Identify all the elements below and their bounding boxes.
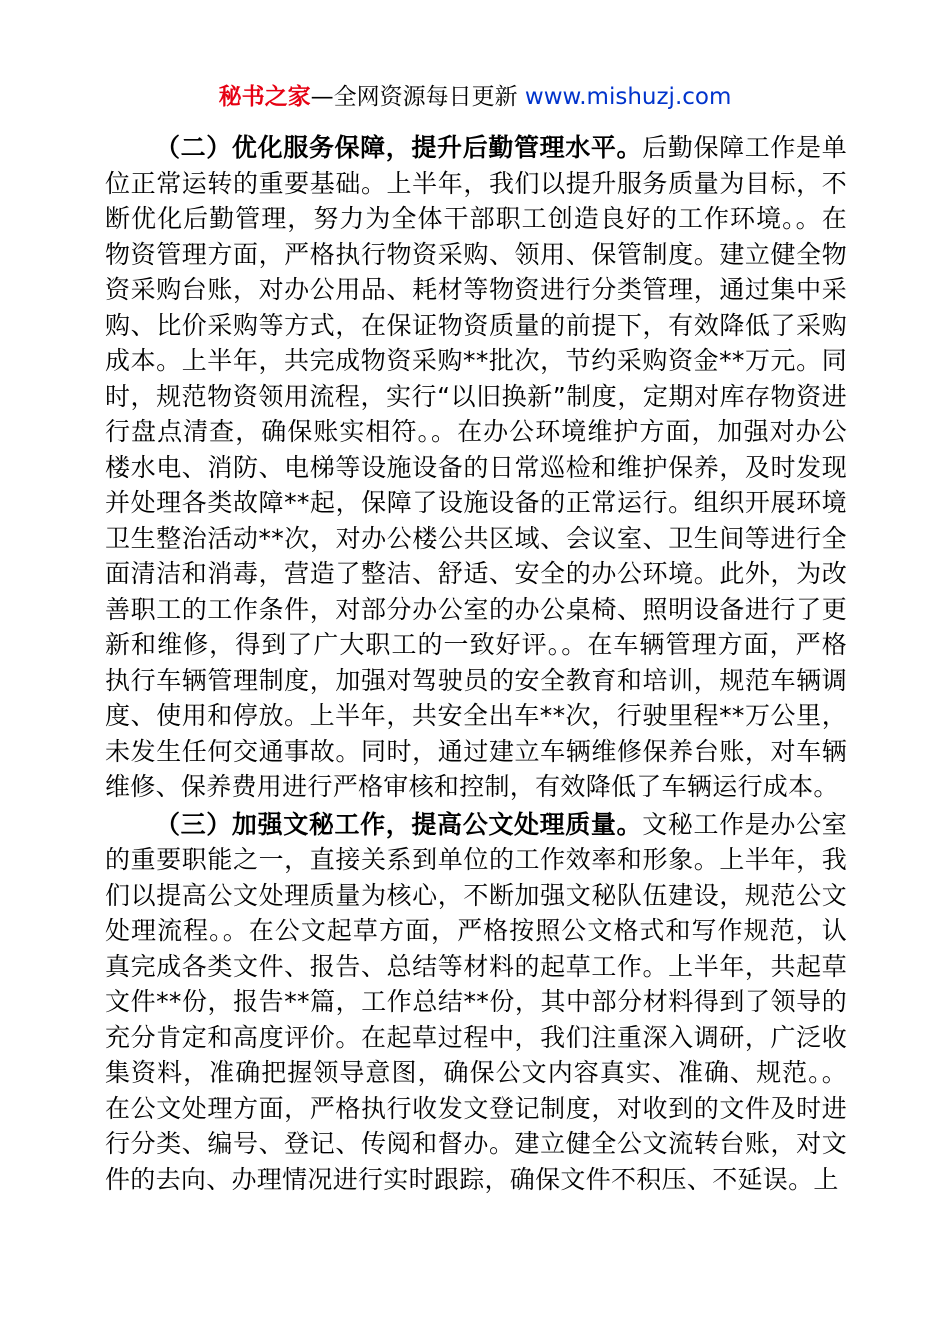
paragraph-heading: （三）加强文秘工作，提高公文处理质量。 [155, 809, 643, 839]
header-slogan: —全网资源每日更新 [310, 84, 525, 110]
header-site-url[interactable]: www.mishuzj.com [524, 84, 732, 110]
paragraph-logistics [105, 130, 847, 805]
paragraph-heading: （二）优化服务保障，提升后勤管理水平。 [155, 133, 643, 162]
paragraph-secretarial [105, 807, 847, 1198]
header-brand: 秘书之家 [218, 84, 311, 110]
document-body [105, 130, 847, 1199]
paragraph-text: 文秘工作是办公室的重要职能之一，直接关系到单位的工作效率和形象。上半年，我们以提高公文处理质量为核心，不断加强文秘队伍建设，规范公文处理流程。。在公文起草方面，严格按照公文格式和写作规范，认真完成各类文件、报告、总结等材料的起草工作。上半年，共起草文件**份，报告**篇，工作总结**份，其中部分材料得到了领导的充分肯定和高度评价。在起草过程中，我们注重深入调研，广泛收集资料，准确把握领导意图，确保公文内容真实、准确、规范。。在公文处理方面，严格执行收发文登记制度，对收到的文件及时进行分类、编号、登记、传阅和督办。建立健全公文流转台账，对文件的去向、办理情况进行实时跟踪，确保文件不积压、不延误。上 [105, 809, 847, 1194]
page-header [0, 80, 950, 114]
paragraph-text: 后勤保障工作是单位正常运转的重要基础。上半年，我们以提升服务质量为目标，不断优化后勤管理，努力为全体干部职工创造良好的工作环境。。在物资管理方面，严格执行物资采购、领用、保管制度。建立健全物资采购台账，对办公用品、耗材等物资进行分类管理，通过集中采购、比价采购等方式，在保证物资质量的前提下，有效降低了采购成本。上半年，共完成物资采购**批次，节约采购资金**万元。同时，规范物资领用流程，实行“以旧换新”制度，定期对库存物资进行盘点清查，确保账实相符。。在办公环境维护方面，加强对办公楼水电、消防、电梯等设施设备的日常巡检和维护保养，及时发现并处理各类故障**起，保障了设施设备的正常运行。组织开展环境卫生整治活动**次，对办公楼公共区域、会议室、卫生间等进行全面清洁和消毒，营造了整洁、舒适、安全的办公环境。此外，为改善职工的工作条件，对部分办公室的办公桌椅、照明设备进行了更新和维修，得到了广大职工的一致好评。。在车辆管理方面，严格执行车辆管理制度，加强对驾驶员的安全教育和培训，规范车辆调度、使用和停放。上半年，共安全出车**次，行驶里程**万公里，未发生任何交通事故。同时，通过建立车辆维修保养台账，对车辆维修、保养费用进行严格审核和控制，有效降低了车辆运行成本。 [105, 133, 847, 801]
